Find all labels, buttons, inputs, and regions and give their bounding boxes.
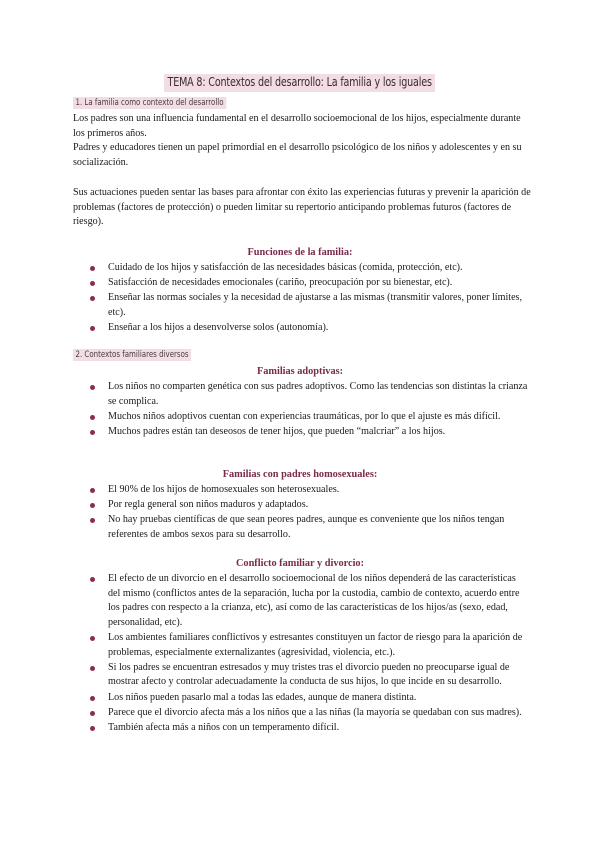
homosexuales-heading: Familias con padres homosexuales:	[222, 469, 378, 480]
homosexuales-list	[90, 483, 530, 543]
list-item: No hay pruebas científicas de que sean peores padres, aunque es conveniente que los niños tengan referentes de ambos sexos para su desarrollo.	[90, 513, 530, 542]
bullet-icon	[90, 281, 95, 286]
list-item: Los ambientes familiares conflictivos y estresantes constituyen un factor de riesgo para la aparición de problemas, especialmente externalizantes (agresividad, violencia, etc.).	[90, 631, 530, 660]
list-item: Parece que el divorcio afecta más a los niños que a las niñas (la mayoría se quedaban con sus madres).	[90, 706, 530, 721]
paragraph-1: Los padres son una influencia fundamental en el desarrollo socioemocional de los hijos, especialmente durante los primeros años.	[73, 113, 521, 139]
bullet-icon	[90, 636, 95, 641]
list-item: El 90% de los hijos de homosexuales son heterosexuales.	[90, 483, 530, 498]
page-title: TEMA 8: Contextos del desarrollo: La familia y los iguales	[164, 74, 435, 92]
title-wrap	[0, 74, 600, 92]
bullet-icon	[90, 266, 95, 271]
section-2-heading: 2. Contextos familiares diversos	[73, 349, 191, 361]
bullet-icon	[90, 518, 95, 523]
list-item: También afecta más a niños con un temperamento difícil.	[90, 721, 530, 736]
list-item: Por regla general son niños maduros y adaptados.	[90, 498, 530, 513]
list-item: El efecto de un divorcio en el desarrollo socioemocional de los niños dependerá de las características del mismo (conflictos antes de la separación, lucha por la custodia, cambio de contexto, acuerdo entre los padres con respecto a la crianza, etc), así como de las características de los hijos/as (sexo, edad, personalidad, etc).	[90, 572, 530, 630]
conflicto-list	[90, 572, 530, 736]
bullet-icon	[90, 296, 95, 301]
bullet-icon	[90, 326, 95, 331]
bullet-icon	[90, 577, 95, 582]
conflicto-heading: Conflicto familiar y divorcio:	[235, 558, 365, 569]
list-item: Los niños pueden pasarlo mal a todas las edades, aunque de manera distinta.	[90, 691, 530, 706]
section-1-heading: 1. La familia como contexto del desarrollo	[73, 97, 226, 109]
list-item: Enseñar a los hijos a desenvolverse solos (autonomía).	[90, 321, 530, 336]
list-item: Los niños no comparten genética con sus padres adoptivos. Como las tendencias son distintas la crianza se complica.	[90, 380, 530, 409]
bullet-icon	[90, 385, 95, 390]
bullet-icon	[90, 666, 95, 671]
section-1-intro	[73, 112, 533, 170]
bullet-icon	[90, 415, 95, 420]
list-item: Enseñar las normas sociales y la necesidad de ajustarse a las mismas (transmitir valores, poner límites, etc).	[90, 291, 530, 320]
paragraph-2: Padres y educadores tienen un papel primordial en el desarrollo psicológico de los niños y adolescentes y en su socialización.	[73, 142, 522, 168]
adoptivas-heading: Familias adoptivas:	[256, 366, 344, 377]
adoptivas-list	[90, 380, 530, 440]
list-item: Muchos padres están tan deseosos de tener hijos, que pueden “malcriar” a los hijos.	[90, 425, 530, 440]
list-item: Cuidado de los hijos y satisfacción de las necesidades básicas (comida, protección, etc).	[90, 261, 530, 276]
list-item: Muchos niños adoptivos cuentan con experiencias traumáticas, por lo que el ajuste es más difícil.	[90, 410, 530, 425]
list-item: Satisfacción de necesidades emocionales (cariño, preocupación por su bienestar, etc).	[90, 276, 530, 291]
funciones-heading: Funciones de la familia:	[247, 247, 353, 258]
bullet-icon	[90, 503, 95, 508]
bullet-icon	[90, 488, 95, 493]
bullet-icon	[90, 726, 95, 731]
bullet-icon	[90, 711, 95, 716]
section-1-para-3	[73, 186, 533, 230]
bullet-icon	[90, 696, 95, 701]
funciones-list	[90, 261, 530, 336]
list-item: Si los padres se encuentran estresados y muy tristes tras el divorcio pueden no preocuparse igual de mostrar afecto y controlar adecuadamente la conducta de sus hijos, lo que incide en su desarrollo.	[90, 661, 530, 690]
paragraph-3: Sus actuaciones pueden sentar las bases para afrontar con éxito las experiencias futuras y prevenir la aparición de problemas (factores de protección) o pueden limitar su repertorio anticipando problemas futuros (factores de riesgo).	[73, 187, 531, 228]
bullet-icon	[90, 430, 95, 435]
